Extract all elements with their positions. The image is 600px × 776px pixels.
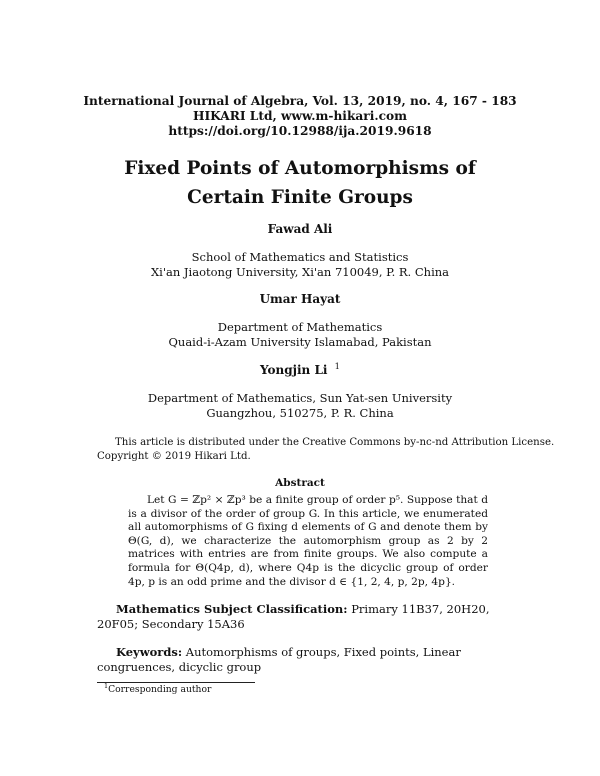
author-affiliation: Department of Mathematics	[217, 320, 383, 334]
keywords-text: Automorphisms of groups, Fixed points, Linear congruences, dicyclic group	[97, 645, 461, 674]
author-name: Yongjin Li	[260, 363, 328, 377]
abstract-body	[128, 494, 488, 589]
abstract-sentence: we characterize the automorphism group as 2 by 2 matrices with entries are from finite groups.	[128, 534, 488, 561]
author-affiliation: Guangzhou, 510275, P. R. China	[206, 406, 394, 420]
paper-title-line-2: Certain Finite Groups	[187, 187, 413, 208]
author-affiliation: Department of Mathematics, Sun Yat-sen University	[147, 391, 453, 405]
journal-citation: International Journal of Algebra, Vol. 13, 2019, no. 4, 167 - 183	[83, 94, 517, 108]
copyright-notice: Copyright © 2019 Hikari Ltd.	[97, 451, 251, 462]
msc-section	[97, 602, 501, 632]
author-name: Fawad Ali	[267, 222, 333, 236]
author-affiliation: Quaid-i-Azam University Islamabad, Pakistan	[168, 335, 432, 349]
footnote-divider	[97, 682, 255, 683]
abstract-sentence: We also compute a formula for Θ(Q4p, d), where Q4p is the dicyclic group of order 4p, p is an odd prime and the divisor d ∈ {1, 2, 4, p, 2p, 4p}.	[128, 548, 488, 588]
footnote-mark: 1	[104, 681, 109, 690]
publisher-line: HIKARI Ltd, www.m-hikari.com	[192, 109, 408, 123]
keywords-section	[97, 645, 501, 675]
msc-label: Mathematics Subject Classification:	[116, 602, 348, 616]
footnote	[104, 681, 212, 696]
license-notice: This article is distributed under the Creative Commons by-nc-nd Attribution License.	[115, 437, 555, 448]
abstract-heading: Abstract	[275, 477, 325, 489]
abstract-sentence: Let G = ℤp² × ℤp³ be a finite group of order p⁵. Suppose that d is a divisor of the order of group G.	[128, 494, 488, 520]
doi-link[interactable]: https://doi.org/10.12988/ija.2019.9618	[168, 124, 432, 138]
author-name: Umar Hayat	[259, 292, 341, 306]
keywords-label: Keywords:	[116, 645, 183, 659]
author-name-with-footnote	[0, 363, 600, 378]
footnote-marker: 1	[334, 361, 340, 371]
msc-text: Primary 11B37, 20H20, 20F05; Secondary 15A36	[97, 602, 490, 631]
footnote-text: Corresponding author	[108, 684, 212, 695]
paper-title-line-1: Fixed Points of Automorphisms of	[124, 158, 476, 179]
abstract-sentence: In this article, we enumerated all automorphisms of G fixing d elements of G and denote them by Θ(G, d),	[128, 507, 488, 547]
author-affiliation: Xi'an Jiaotong University, Xi'an 710049, P. R. China	[150, 265, 450, 279]
author-affiliation: School of Mathematics and Statistics	[191, 250, 409, 264]
